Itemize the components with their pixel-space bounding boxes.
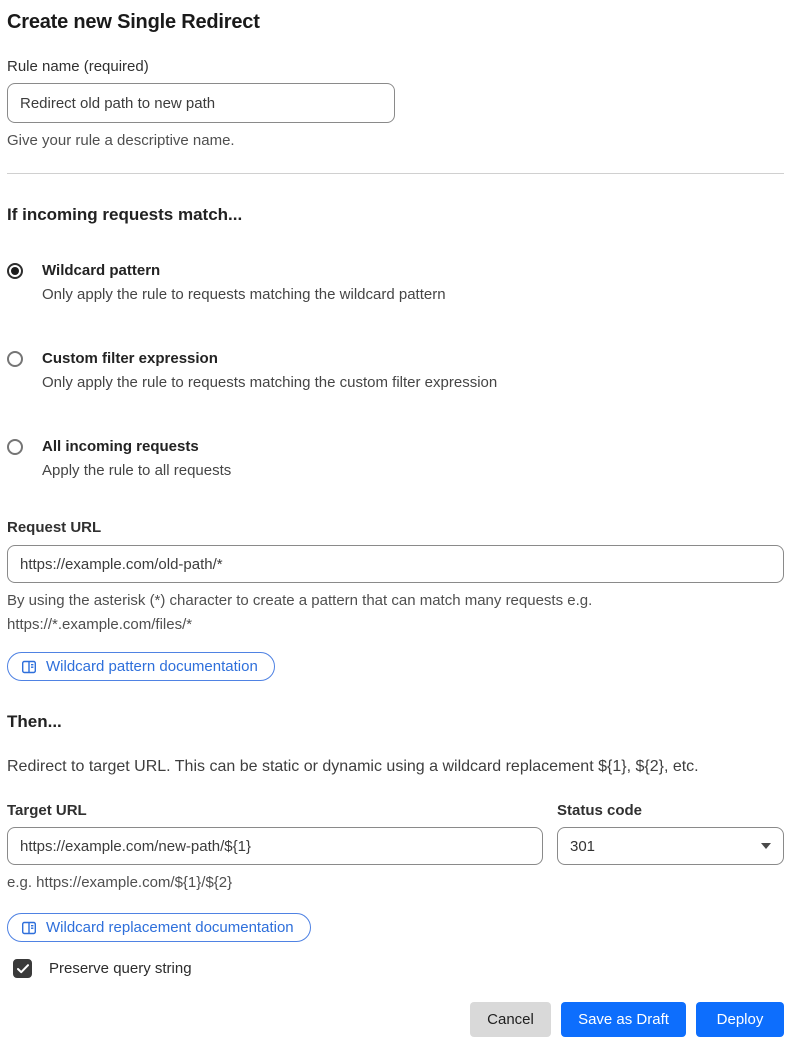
radio-option-all-requests[interactable] — [7, 437, 784, 481]
cancel-button[interactable]: Cancel — [470, 1002, 551, 1037]
radio-option-text — [42, 261, 446, 305]
rule-name-input[interactable] — [7, 83, 395, 123]
radio-option-label: Custom filter expression — [42, 350, 218, 367]
status-code-label: Status code — [557, 802, 643, 819]
divider — [7, 173, 784, 174]
radio-option-description: Only apply the rule to requests matching the wildcard pattern — [42, 286, 446, 303]
target-url-label: Target URL — [7, 802, 87, 819]
page-title: Create new Single Redirect — [7, 11, 260, 33]
wildcard-pattern-doc-button[interactable] — [7, 652, 275, 681]
radio-option-wildcard-pattern[interactable] — [7, 261, 784, 305]
doc-button-label: Wildcard pattern documentation — [46, 658, 258, 675]
deploy-button[interactable]: Deploy — [696, 1002, 784, 1037]
radio-option-label: Wildcard pattern — [42, 262, 161, 279]
rule-name-help: Give your rule a descriptive name. — [7, 132, 235, 149]
radio-option-label: All incoming requests — [42, 438, 199, 455]
radio-option-description: Apply the rule to all requests — [42, 462, 232, 479]
caret-down-icon — [761, 843, 771, 849]
request-url-label: Request URL — [7, 519, 102, 536]
open-book-icon — [21, 659, 37, 675]
status-code-value: 301 — [570, 837, 596, 855]
then-section-heading: Then... — [7, 712, 62, 731]
preserve-query-checkbox[interactable] — [13, 959, 32, 978]
target-url-column — [7, 802, 543, 865]
rule-name-label: Rule name (required) — [7, 58, 149, 75]
request-url-help — [7, 589, 784, 637]
request-url-help-line1: By using the asterisk (*) character to create a pattern that can match many requests e.g. — [7, 592, 593, 609]
preserve-query-label: Preserve query string — [49, 960, 192, 977]
radio-option-text — [42, 437, 231, 481]
target-url-input[interactable] — [7, 827, 543, 865]
status-code-select[interactable] — [557, 827, 784, 865]
radio-button-icon[interactable] — [7, 351, 23, 367]
target-status-row — [7, 802, 784, 865]
request-url-help-line2: https://*.example.com/files/* — [7, 616, 193, 633]
request-url-input[interactable] — [7, 545, 784, 583]
doc-button-label: Wildcard replacement documentation — [46, 919, 294, 936]
radio-button-icon[interactable] — [7, 263, 23, 279]
then-description: Redirect to target URL. This can be static or dynamic using a wildcard replacement ${1}, ${2}, etc. — [7, 758, 699, 775]
radio-option-text — [42, 349, 497, 393]
status-code-column — [557, 802, 784, 865]
radio-option-description: Only apply the rule to requests matching the custom filter expression — [42, 374, 498, 391]
match-type-radio-group — [7, 261, 784, 481]
target-url-help: e.g. https://example.com/${1}/${2} — [7, 874, 233, 891]
radio-option-custom-filter[interactable] — [7, 349, 784, 393]
wildcard-replacement-doc-button[interactable] — [7, 913, 311, 942]
radio-button-icon[interactable] — [7, 439, 23, 455]
check-icon — [17, 964, 29, 974]
save-as-draft-button[interactable]: Save as Draft — [561, 1002, 686, 1037]
preserve-query-row[interactable] — [7, 959, 784, 978]
match-section-heading: If incoming requests match... — [7, 205, 243, 224]
open-book-icon — [21, 920, 37, 936]
